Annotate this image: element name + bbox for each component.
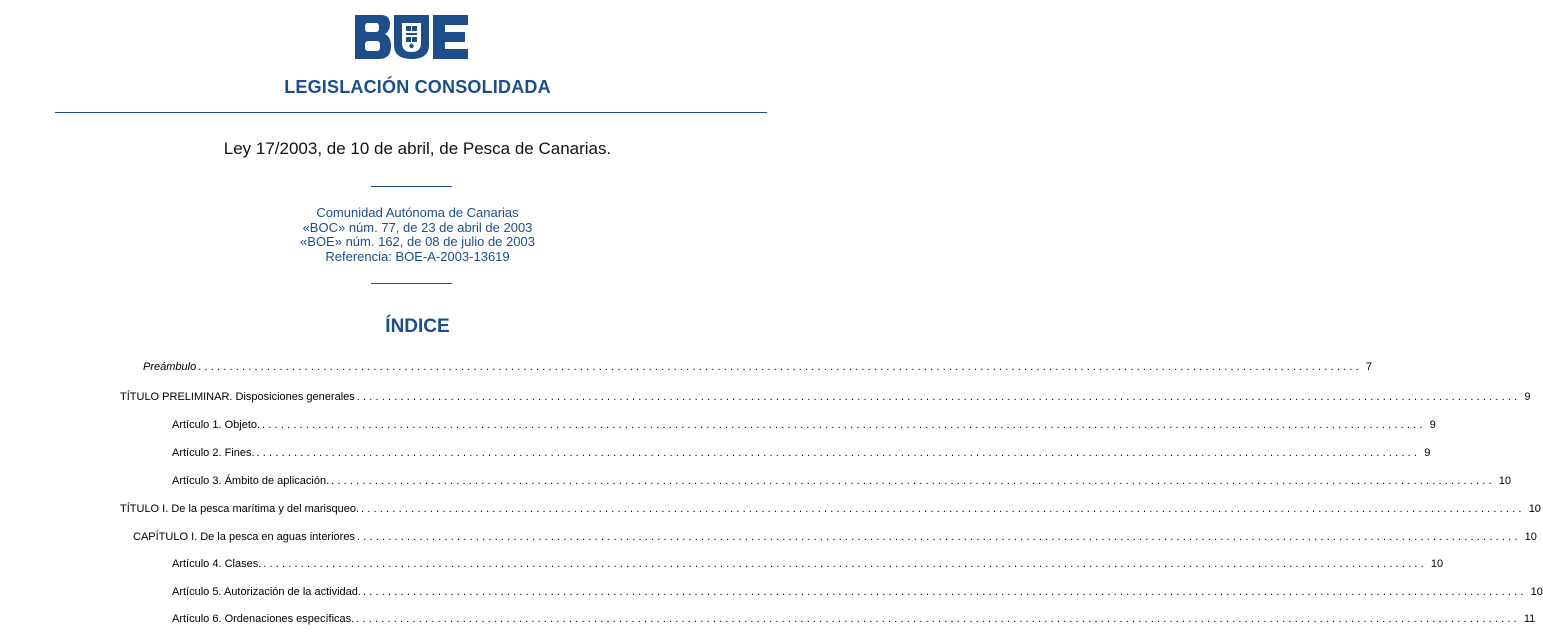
meta-boe: «BOE» núm. 162, de 08 de julio de 2003 — [300, 234, 535, 249]
toc-entry-capitulo-1[interactable] — [133, 531, 1537, 545]
toc-page: 10 — [1430, 558, 1444, 570]
toc-entry-preambulo[interactable] — [143, 361, 1372, 375]
toc-leader: .......................................................................................................................................................................................... — [262, 419, 1426, 431]
boe-logo — [355, 15, 468, 59]
toc-label: Artículo 5. Autorización de la actividad. — [172, 586, 361, 598]
index-title: ÍNDICE — [385, 316, 450, 337]
toc-leader: .......................................................................................................................................................................................... — [331, 475, 1495, 487]
document-title: Ley 17/2003, de 10 de abril, de Pesca de Canarias. — [223, 139, 612, 158]
toc-page: 10 — [1530, 586, 1543, 598]
toc-label: Artículo 6. Ordenaciones específicas. — [172, 613, 355, 625]
toc-entry-articulo-2[interactable] — [172, 447, 1431, 461]
title-divider-top — [371, 186, 452, 187]
toc-leader: .......................................................................................................................................................................................... — [362, 586, 1527, 598]
toc-page: 7 — [1365, 361, 1372, 373]
toc-leader: .......................................................................................................................................................................................... — [263, 558, 1427, 570]
title-divider-bottom — [371, 283, 452, 284]
document-meta — [0, 206, 835, 264]
toc-entry-articulo-5[interactable] — [172, 586, 1543, 600]
toc-label: TÍTULO PRELIMINAR. Disposiciones generales — [120, 391, 355, 403]
toc-label: Preámbulo — [143, 361, 197, 373]
toc-page: 10 — [1498, 475, 1512, 487]
toc-leader: .......................................................................................................................................................................................... — [361, 503, 1525, 515]
toc-leader: .......................................................................................................................................................................................... — [356, 391, 1521, 403]
toc-leader: .......................................................................................................................................................................................... — [198, 361, 1362, 373]
meta-boc: «BOC» núm. 77, de 23 de abril de 2003 — [302, 219, 533, 235]
toc-page: 9 — [1424, 447, 1431, 459]
toc-entry-articulo-6[interactable] — [172, 613, 1536, 627]
meta-community: Comunidad Autónoma de Canarias — [316, 205, 519, 220]
toc-page: 10 — [1524, 531, 1537, 543]
toc-entry-titulo-preliminar[interactable] — [120, 391, 1531, 405]
toc-entry-articulo-1[interactable] — [172, 419, 1436, 433]
page-heading: LEGISLACIÓN CONSOLIDADA — [284, 77, 551, 97]
toc-page: 9 — [1524, 391, 1531, 403]
toc-label: Artículo 1. Objeto. — [172, 419, 261, 431]
toc-page: 10 — [1528, 503, 1541, 515]
toc-label: TÍTULO I. De la pesca marítima y del marisqueo. — [120, 503, 360, 515]
toc-leader: .......................................................................................................................................................................................... — [356, 613, 1520, 625]
toc-leader: .......................................................................................................................................................................................... — [256, 447, 1421, 459]
toc-entry-titulo-1[interactable] — [120, 503, 1541, 517]
toc-page: 11 — [1523, 613, 1536, 625]
meta-reference: Referencia: BOE-A-2003-13619 — [325, 248, 510, 264]
toc-label: Artículo 3. Ámbito de aplicación. — [172, 475, 330, 487]
toc-leader: .......................................................................................................................................................................................... — [356, 531, 1521, 543]
toc-entry-articulo-3[interactable] — [172, 475, 1512, 489]
toc-label: Artículo 2. Fines. — [172, 447, 255, 459]
toc-entry-articulo-4[interactable] — [172, 558, 1444, 572]
toc-label: Artículo 4. Clases. — [172, 558, 262, 570]
header-divider — [55, 112, 767, 113]
toc-page: 9 — [1429, 419, 1436, 431]
toc-label: CAPÍTULO I. De la pesca en aguas interiores — [133, 531, 355, 543]
